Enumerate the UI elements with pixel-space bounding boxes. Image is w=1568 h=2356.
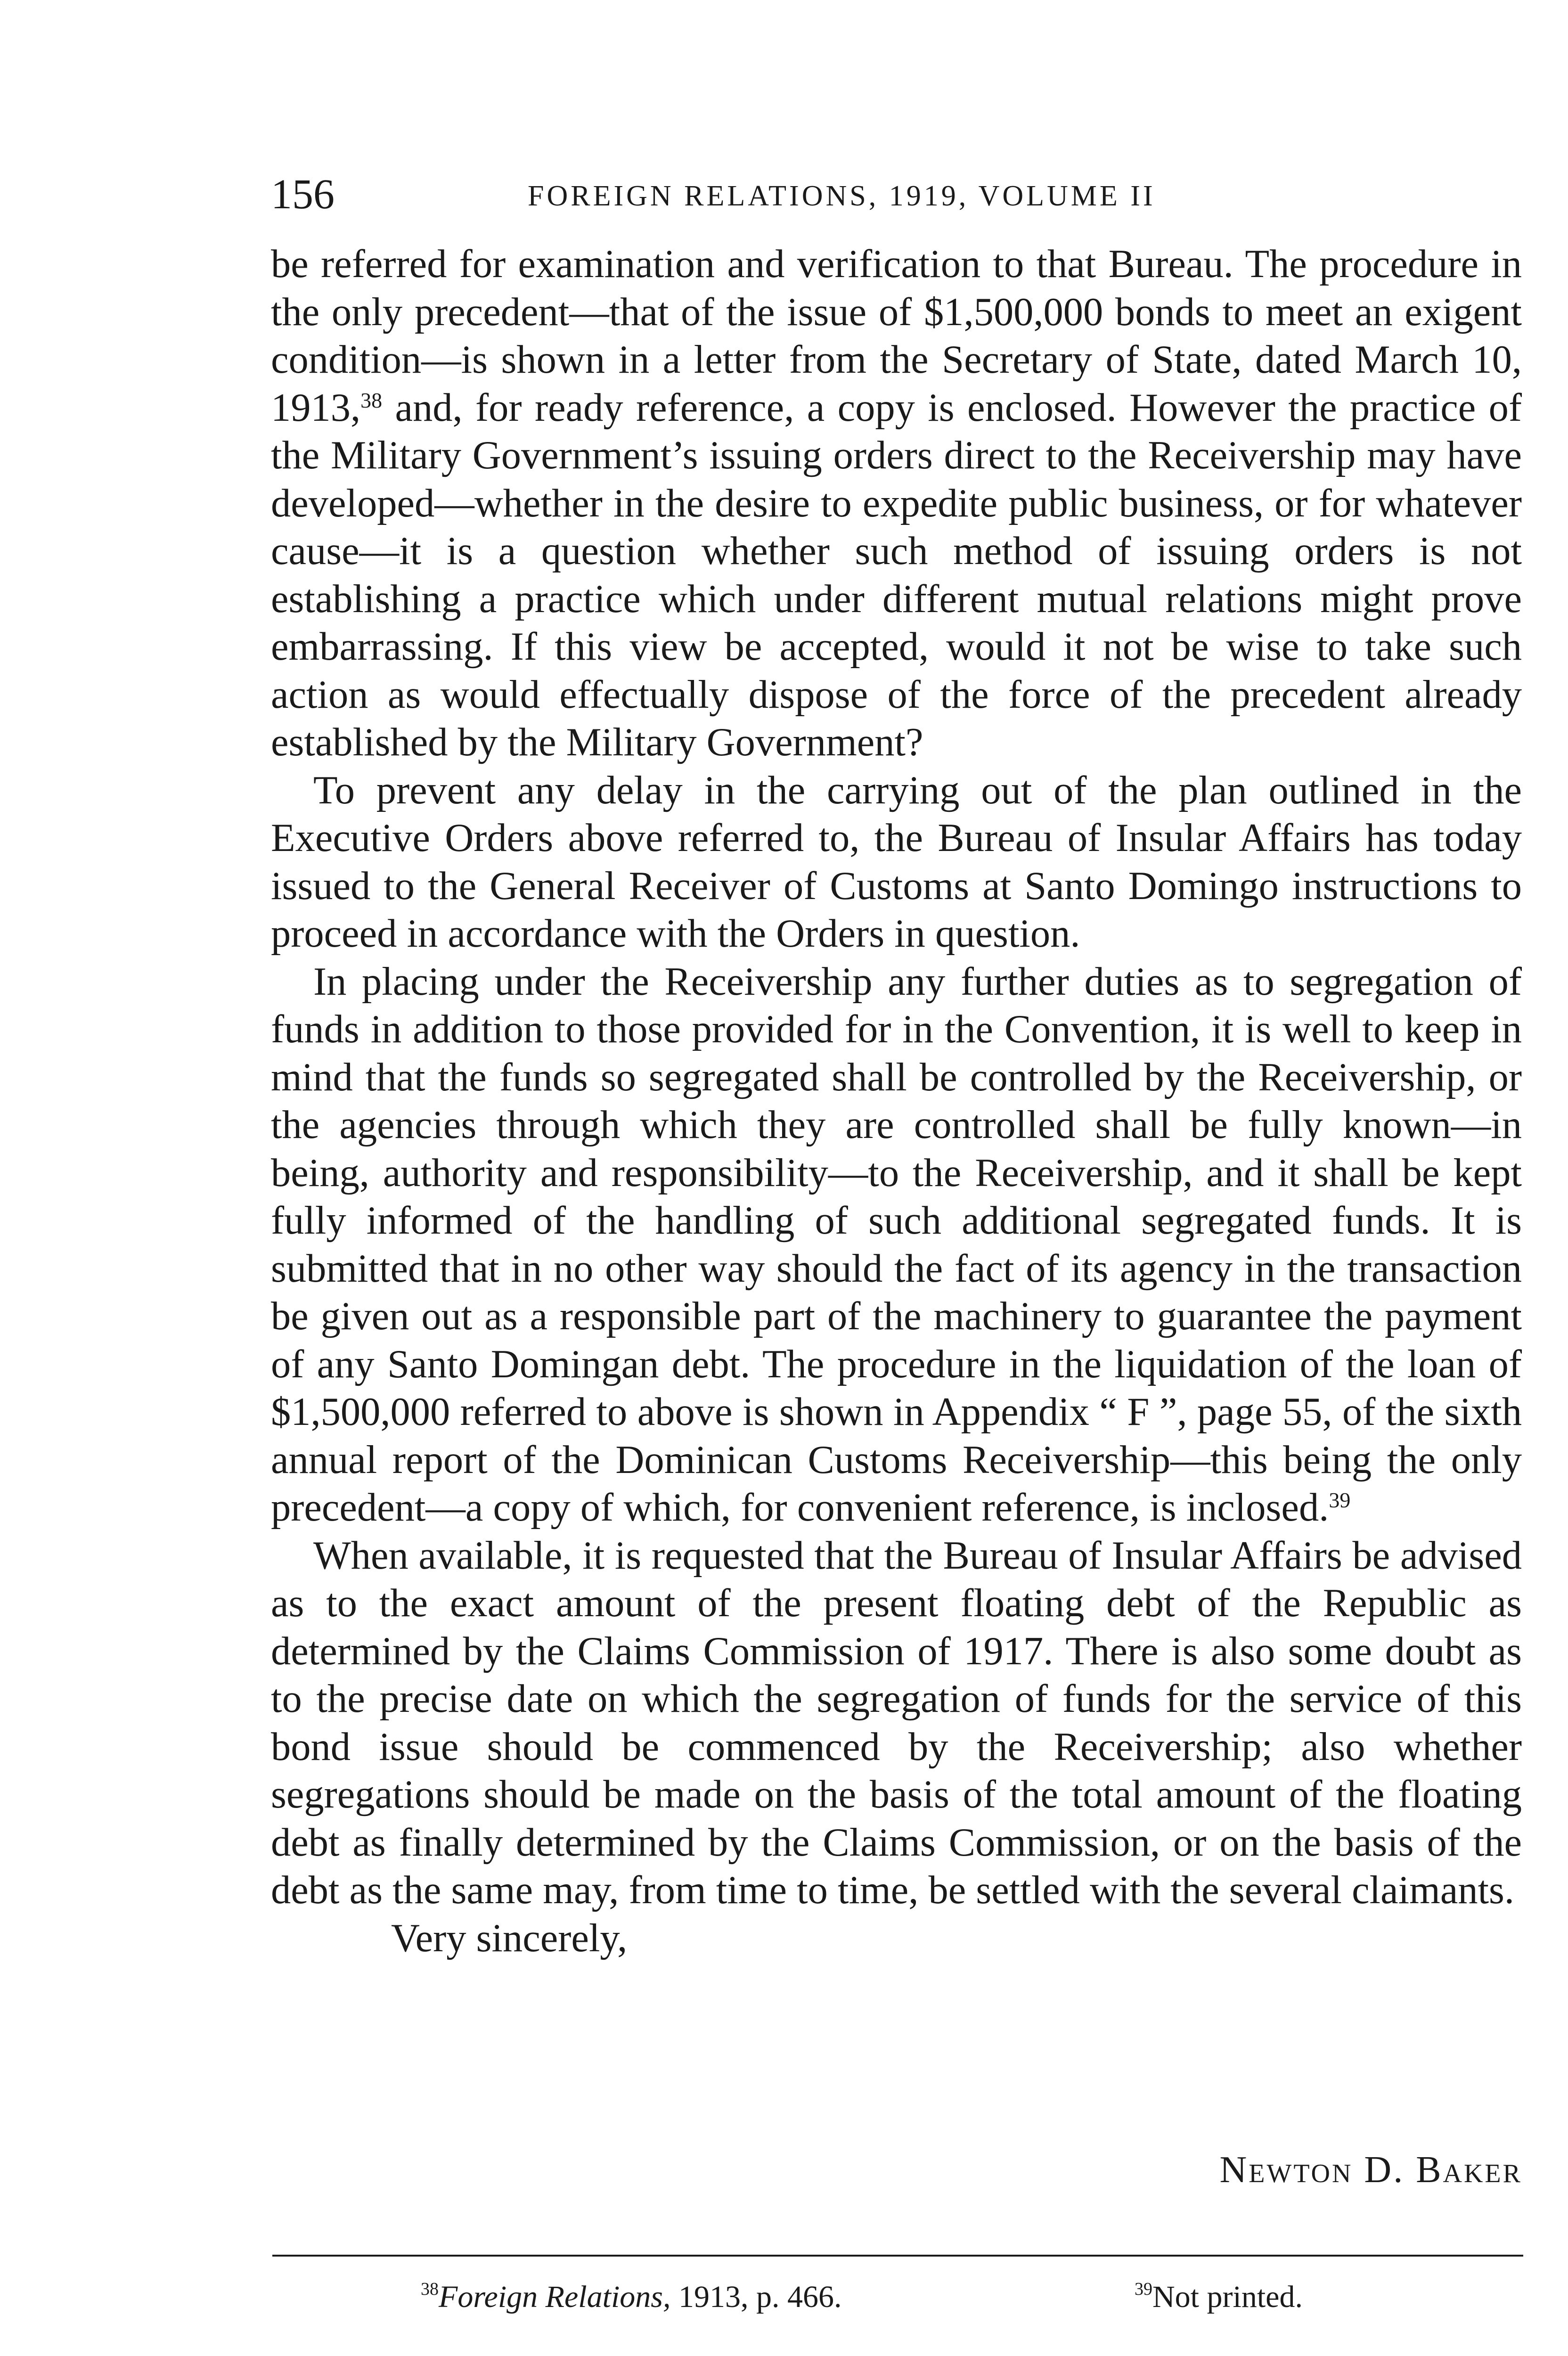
footnote-ref-38: 38: [360, 388, 383, 412]
paragraph-2: To prevent any delay in the carrying out of the plan outlined in the Executive Orders above referred to, the Bureau of Insular Affairs has today issued to the General Receiver of Customs at Santo Domingo instructions to proceed in accordance with the Orders in question.: [271, 768, 1522, 956]
running-head: FOREIGN RELATIONS, 1919, VOLUME II: [528, 180, 1156, 212]
footnote-38-text: 1913, p. 466.: [670, 2280, 842, 2314]
paragraph-1-text: be referred for examination and verification to that Bureau. The procedure in the only precedent—that of the issue of $1,500,000 bonds to meet an exigent condition—is shown in a letter from the Secretary of State, dated March 10, 1913,: [271, 242, 1522, 430]
paragraph-4: When available, it is requested that the Bureau of Insular Affairs be advised as to the exact amount of the present floating debt of the Republic as determined by the Claims Commission of 1917. There is also some doubt as to the precise date on which the segregation of funds for the service of this bond issue should be commenced by the Receivership; also whether segregations should be made on the basis of the total amount of the floating debt as finally determined by the Claims Commission, or on the basis of the debt as the same may, from time to time, be settled with the several claimants.: [271, 1533, 1522, 1912]
footnote-38-number: 38: [421, 2279, 439, 2299]
letter-body: [271, 240, 1522, 1962]
page-header: [271, 169, 1524, 221]
footnote-ref-39: 39: [1329, 1488, 1351, 1512]
closing-salutation: Very sincerely,: [391, 1916, 628, 1960]
page-number: 156: [271, 171, 335, 218]
paragraph-1: [271, 240, 1522, 767]
paragraph-3-text: In placing under the Receivership any further duties as to segregation of funds in addition to those provided for in the Convention, it is well to keep in mind that the funds so segregated shall be controlled by the Receivership, or the agencies through which they are controlled shall be fully known—in being, authority and responsibility—to the Receivership, and it shall be kept fully informed of the handling of such additional segregated funds. It is submitted that in no other way should the fact of its agency in the transaction be given out as a responsible part of the machinery to guarantee the payment of any Santo Domingan debt. The procedure in the liquidation of the loan of $1,500,000 referred to above is shown in Appendix “ F ”, page 55, of the sixth annual report of the Dominican Customs Receivership—this being the only precedent—a copy of which, for convenient reference, is inclosed.: [271, 959, 1522, 1530]
footnote-divider: [272, 2255, 1523, 2257]
paragraph-1-text-cont: and, for ready reference, a copy is enclosed. However the practice of the Military Government’s issuing orders direct to the Receivership may have developed—whether in the desire to expedite public business, or for whatever cause—it is a question whether such method of issuing orders is not establishing a practice which under different mutual relations might prove embarrassing. If this view be accepted, would it not be wise to take such action as would effectually dispose of the force of the precedent already established by the Military Government?: [271, 385, 1522, 764]
signature: Newton D. Baker: [1219, 2149, 1522, 2191]
footnote-38: [421, 2276, 842, 2318]
footnotes: [272, 2276, 1523, 2318]
footnote-39-text: Not printed.: [1152, 2280, 1303, 2314]
footnote-38-title: Foreign Relations,: [439, 2280, 671, 2314]
footnote-39-number: 39: [1135, 2279, 1152, 2299]
footnote-39: [1135, 2276, 1303, 2318]
paragraph-3: [271, 958, 1522, 1532]
